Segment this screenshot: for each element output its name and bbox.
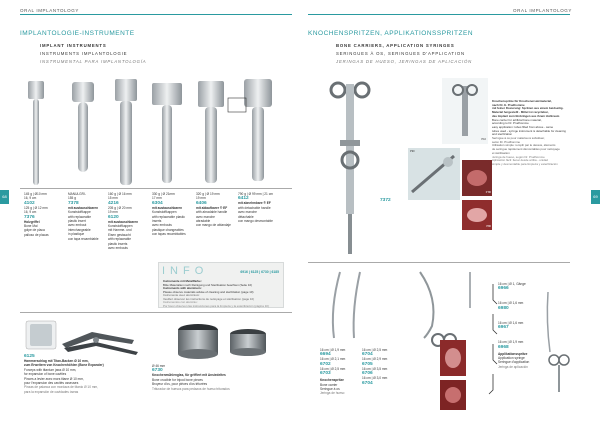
desc-line: avec manche [238,210,257,215]
article-number: 6967 [498,325,509,331]
desc-line: plastic insert [68,219,86,224]
desc-line: de seringue rapidement démontables pour nettoyage [492,147,560,152]
spec-line: 16 cm | Ø 1,6 mm [498,301,524,306]
spec-line: 16 cm | Ø 3,5 mm [362,366,388,371]
spec-line: 16 cm | Ø 1,9 mm [498,340,524,345]
desc-line: according to Dr. Prudhomme [492,121,529,126]
spec-line: 16 cm | Ø 3,0 mm [362,376,388,381]
spec-line: 790 g | Ø 99 mm | 21 cm [238,192,273,196]
small-syringe-col-1 [320,348,360,396]
desc-line: Holzgriffel [24,219,40,224]
spec-line: Ø 46 mm [152,364,166,368]
desc-line: das Implant zum Einbringen aus ihrem Hohlraum [492,113,560,118]
right-sub3: JERINGAS DE HUESO, JERINGAS DE APLICACIÓN [336,59,473,64]
spec-line: 17 mm [152,196,162,201]
desc-line: Aplicación fácil: llenar desde arriba - unidad [492,158,548,163]
desc-line: mit ablaufbarer ® EF [196,205,228,210]
info-line: Please observe materials advise of cleaning and sterilization (page 10) [163,289,254,294]
article-number: 6694 [320,352,331,358]
spec-line: 16 cm | Ø 2,1 mm [320,357,346,362]
desc-line: mit austauschbaren [68,205,99,210]
divider-1 [20,188,292,189]
article-number: 6980 [498,305,509,311]
spec-line: 15 mm [108,196,118,201]
desc-line: con mango de ablandaje [196,223,231,228]
desc-line: Kunststoffkappen [108,224,133,229]
desc-line: golpe de placa [24,228,45,233]
spec-line: 205 g | Ø 20 mm [108,205,132,210]
info-line: Por favor observen las instrucciones para la limpieza y la esterilización (página 10) [163,303,269,308]
spec-line: 16, 9 cm [24,210,37,215]
spec-line: 330 g | Ø 21mm [152,192,175,196]
info-text [163,280,281,308]
desc-line: Material hergestellt - Mittel ist recyclebar, [492,110,549,115]
desc-line: Utilisation simple: remplir par le dessus, éléments [492,143,556,148]
info-box [158,262,284,308]
info-line: Instrumentos con aluminio: [163,300,198,304]
bowl-photo [170,320,280,360]
clinical-photo-2 [462,200,492,230]
spec-line: 16 cm | Ø 2,9 mm [362,357,388,362]
desc-line: Eisen gestaucht [108,232,131,237]
desc-line: Bone carrier [320,382,338,387]
article-number: 4102 [24,200,35,206]
article-number: 6968 [498,344,509,350]
article-number: 6705 [362,361,373,367]
spec-line: 16 cm | Ø 1,9 mm [320,348,346,352]
header-rule-right [308,14,570,15]
product-col-2 [68,192,106,241]
desc-line: mit abnehmbare ® EF [238,201,271,206]
spec-line: 160 g | Ø 16 mm [108,192,132,196]
desc-line: con tapa recambiable [68,236,99,241]
desc-line: abradable [196,219,211,224]
spec-line: MANULGRI- [68,192,86,196]
right-sub2: SERINGUES À OS, SERINGUES D'APPLICATION [336,51,465,56]
desc-line: avec embouts [108,246,128,251]
mallet-photos [20,76,280,186]
article-number: 6966 [498,286,509,292]
desc-line: plastic inserts [108,241,128,246]
desc-line: mit feiner Dosierung: Spritzen aus einem beidseitig- [492,106,564,111]
syringe-photo-2 [408,148,460,200]
desc-line: Jeringa de hueso [320,391,345,396]
clinical-photo-1 [462,160,492,196]
desc-line: mit austauschbaren [108,219,139,224]
desc-line: tubes used - syringe instrument is detachable for cleaning [492,128,566,133]
desc-line: Bone crucible for tripod bone pieces [152,377,203,382]
spec-line: 19 mm [196,196,206,201]
desc-line: Seringue à os pour matériau à substituer, [492,136,545,141]
header-rule-left [20,14,292,15]
desc-line: avec embouts [152,223,172,228]
info-line: Instrumente mit Metallfarbe: [163,279,202,283]
desc-line: inserts [152,219,162,224]
article-number: 6304 [152,200,163,206]
photo-label: P10 [481,137,486,141]
desc-line: con tapas recambiables [152,232,186,237]
article-number: 6730 [152,368,163,374]
right-sub1: BONE CARRIERS, APPLICATION SYRINGES [336,43,455,48]
desc-line: con mango desmontable [238,219,273,224]
spec-line: 155 g [68,196,76,201]
info-line: Veuillez observer les instructions de nettoyage et stérilisation (page 10) [163,296,255,301]
bowl-text [152,364,282,391]
spec-line: 16 cm | Ø 2,5 mm [320,366,346,371]
desc-line: et stérilisation [492,150,510,155]
desc-line: para la expansión de cavidades óseas [24,389,79,394]
desc-line: with detachable handle [238,205,271,210]
product-col-3 [108,192,152,250]
header-left: ORAL IMPLANTOLOGY [20,8,79,13]
right-section-title: KNOCHENSPRITZEN, APPLIKATIONSSPRITZEN [308,30,474,37]
desc-line: Bone carrier for artificial bone material, [492,117,542,122]
desc-line: Knochenmühlenglas, für griffiert mit Ansiedeltes [152,373,226,378]
info-line: Bitte Materialien nach Reinigung und Sterilisation beachten (Seite 10) [163,282,253,287]
clinical-photo-3 [440,340,466,376]
left-sub3: INSTRUMENTAL PARA IMPLANTOLOGÍA [40,59,147,64]
article-number: 6704 [362,380,373,386]
mallet-3 [115,79,137,185]
left-section-title: IMPLANTOLOGIE-INSTRUMENTE [20,30,135,37]
desc-line: Bone Mal [24,224,38,229]
desc-line: Knochenspritze [320,378,344,383]
product-col-4 [152,192,196,237]
desc-line: for expansion of bone cavities [24,372,67,377]
desc-line: Kunststoffkappe [68,210,91,215]
mallet-2 [72,82,94,172]
desc-line: Pinces a levier avec mors titane Ø 10 mm, [24,376,84,381]
mallet-1 [28,81,44,185]
right-subtitle-block [336,42,472,66]
desc-line: Applikationsspritze [498,351,528,356]
article-number: 6706 [362,371,373,377]
desc-line: plastique changeables [152,227,184,232]
left-sub1: IMPLANT INSTRUMENTS [40,43,107,48]
mallet-6 [228,79,272,181]
application-syringe-photo [540,282,572,402]
desc-line: Jeringa de hueso, según Dr. Prudhomme [492,154,545,159]
application-syringe-col [498,282,538,369]
desc-line: Pinzas de palanca con mordaza de titanio Ø 10 mm, [24,385,99,390]
syringe-description [492,100,576,167]
spec-line: 16 cm | Ø 1, Gänge [498,282,526,286]
desc-line: pour l'expansion des cavités osseuses [24,381,79,386]
left-subtitle-block [40,42,146,66]
desc-line: avec manche [196,214,215,219]
desc-line: mit austauschbaren [152,205,183,210]
info-title: INFO [162,265,209,277]
desc-line: selon Dr. Prudhomme [492,139,520,144]
desc-line: and sterilization [492,132,513,137]
desc-line: Jeringa de aplicación [498,364,528,369]
small-syringe-col-2 [362,348,402,386]
left-sub2: INSTRUMENTS IMPLANTOLOGIE [40,51,128,56]
page-number-tab-left: 68 [0,190,9,204]
desc-line: palloso de placas [24,232,49,237]
article-number: 6702 [320,361,331,367]
article-number: 4216 [108,200,119,206]
desc-line: avec embout [68,223,87,228]
desc-line: Seringue à os [320,387,340,392]
divider-right [308,262,570,263]
desc-line: easy application: tubes filled from above - same [492,124,554,129]
desc-line: nach Dr. E. Prudhomme [492,102,525,107]
article-number: 6703 [320,371,331,377]
desc-line: Application syringe [498,356,525,361]
spec-line: 145 g | Ø10 mm [24,192,47,196]
desc-line: simple y desmontable para limpieza y esterilización [492,161,558,166]
forceps-text [24,354,142,394]
desc-line: with abradable handle [196,210,228,215]
desc-line: zum Erweitern von Knochenhöhlen (Bone Expander) [24,363,104,368]
photo-label: P90 [410,150,415,153]
desc-line: interchangeable [68,227,91,232]
product-col-1 [24,192,64,237]
spec-line: 320 g | Ø 19 mm [196,192,220,196]
divider-2 [20,312,292,313]
desc-line: Kunststoffkappen [152,210,177,215]
article-number: 6125 [24,354,35,359]
spec-line: 16 cm | Ø 1,6 mm [498,320,524,325]
page-number-tab-right: 69 [591,190,600,204]
syringe-tips [486,280,500,400]
spec-line: 16 cm | Ø 2,5 mm [362,348,388,352]
spec-line: 19 mm [108,210,118,215]
syringe-article-number: 7372 [380,198,391,203]
desc-line: détachable [238,214,254,219]
desc-line: with replaceable [108,237,132,242]
article-number: 7376 [24,214,35,220]
product-col-5 [196,192,238,228]
article-number: 6120 [108,214,119,220]
article-number: 6406 [196,200,207,206]
mallet-4 [152,83,182,183]
desc-line: Hammerschlag mit Titan-Backen Ø 10 mm, [24,359,89,363]
desc-line: Seringue d'application [498,360,530,365]
desc-line: Broyeur d'os, pour pièces d'os triturées [152,382,208,387]
desc-line: Knochenspritze für Knochenersatzmaterial, [492,99,552,103]
photo-label: P 80 [485,190,491,194]
article-number: 6412 [238,196,249,202]
header-right: ORAL IMPLANTOLOGY [513,8,572,13]
info-line: Instrumente avec aluminium: [163,293,200,297]
info-line: Instruments with aluminum: [163,286,202,290]
mallet-5 [198,81,224,183]
desc-line: with replaceable [68,214,92,219]
article-number: 6704 [362,352,373,358]
desc-line: Triturador de huesos para pedazos de hueso triturados [152,386,230,391]
article-number: 7378 [68,200,79,206]
photo-label: P80 [486,224,491,228]
desc-line: in plastique [68,232,85,237]
syringe-photo-1 [442,78,488,144]
desc-line: Forceps with titanium jaws Ø 10 mm, [24,367,77,372]
desc-line: with replaceable plastic [152,214,185,219]
forceps-photo [24,318,144,358]
info-article-numbers: 6916 | 6125 | 6730 | 6185 [240,270,279,274]
clinical-photo-4 [440,380,466,410]
product-col-6 [238,192,290,223]
spec-line: 125 g | Ø 12 mm [24,205,48,210]
desc-line: mit Hamme- und [108,228,132,233]
spec-line: 16, 9 cm [24,196,37,201]
